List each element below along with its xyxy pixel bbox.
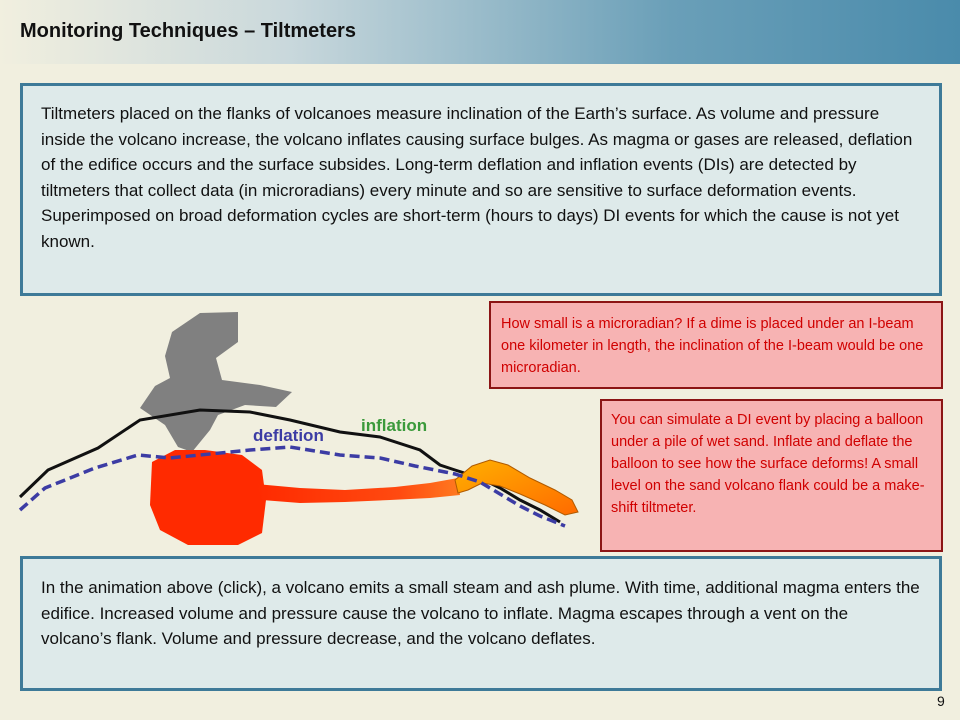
- slide-title: Monitoring Techniques – Tiltmeters: [20, 20, 356, 42]
- animation-text: In the animation above (click), a volcano emits a small steam and ash plume. With time, additional magma enters the edifice. Increased volume and pressure cause the volcano to inflate. Magma escapes through a vent on the volcano’s flank. Volume and pressure decrease, and the volcano deflates.: [41, 578, 920, 648]
- lava-flow: [455, 460, 578, 515]
- animation-text-box: [20, 556, 942, 691]
- simulate-note-text: You can simulate a DI event by placing a balloon under a pile of wet sand. Inflate and deflate the balloon to see how the surface deforms! A small level on the sand volcano flank could be a make-shift tiltmeter.: [611, 412, 925, 516]
- deflated-surface-line: [20, 447, 565, 526]
- magma-chamber: [150, 450, 266, 545]
- deflation-label: deflation: [253, 426, 324, 445]
- intro-text-box: [20, 83, 942, 296]
- inflation-label: inflation: [361, 416, 428, 435]
- magma-dike: [256, 478, 460, 503]
- intro-text: Tiltmeters placed on the flanks of volcanoes measure inclination of the Earth’s surface. As volume and pressure inside the volcano increase, the volcano inflates causing surface bulges. As magma or gases are released, deflation of the edifice occurs and the surface subsides. Long-term deflation and inflation events (DIs) are detected by tiltmeters that collect data (in microradians) every minute and so are sensitive to surface deformation events. Superimposed on broad deformation cycles are short-term (hours to days) DI events for which the cause is not yet known.: [41, 104, 913, 251]
- volcano-diagram[interactable]: [0, 300, 600, 550]
- simulate-note: [600, 399, 943, 552]
- microradian-note-text: How small is a microradian? If a dime is placed under an I-beam one kilometer in length, the inclination of the I-beam would be one microradian.: [501, 316, 924, 376]
- page-number: 9: [937, 693, 945, 709]
